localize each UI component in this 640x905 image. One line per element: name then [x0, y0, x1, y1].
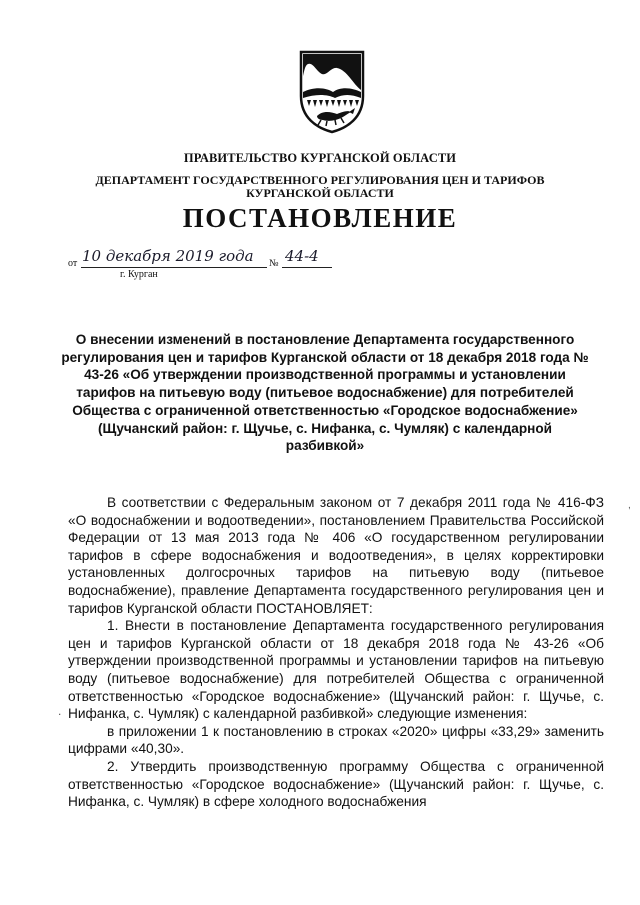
item-1-change-paragraph: в приложении 1 к постановлению в строках «2020» цифры «33,29» заменить цифрами «40,30».: [68, 723, 604, 757]
scan-mark: ,: [628, 500, 631, 511]
date-handwritten: 10 декабря 2019 года: [82, 247, 254, 265]
date-from-label: от: [68, 258, 78, 269]
department-name-line2: КУРГАНСКОЙ ОБЛАСТИ: [246, 186, 394, 200]
government-name: ПРАВИТЕЛЬСТВО КУРГАНСКОЙ ОБЛАСТИ: [183, 151, 457, 165]
date-underline: [81, 267, 267, 268]
scan-mark: .: [58, 704, 62, 718]
item-2-paragraph: 2. Утвердить производственную программу Общества с ограниченной ответственностью «Городское водоснабжение» (Щучанский район: г. Щучье, с. Нифанка, с. Чумляк) в сфере холодного водоснабжения: [68, 758, 604, 810]
dateline: [68, 247, 348, 287]
department-name: [0, 174, 640, 200]
document-heading: О внесении изменений в постановление Департамента государственного регулирования цен и тарифов Курганской области от 18 декабря 2018 года № 43-26 «Об утверждении производственной программы и установлении тарифов на питьевую воду (питьевое водоснабжение) для потребителей Общества с ограниченной ответственностью «Городское водоснабжение» (Щучанский район: г. Щучье, с. Нифанка, с. Чумляк) с календарной разбивкой»: [61, 332, 589, 454]
coat-of-arms-icon: [297, 50, 367, 134]
place-label: г. Курган: [120, 269, 158, 280]
number-label: №: [269, 258, 279, 269]
number-underline: [282, 267, 332, 268]
item-1-paragraph: 1. Внести в постановление Департамента государственного регулирования цен и тарифов Курганской области от 18 декабря 2018 года № 43-26 «Об утверждении производственной программы и установлении тарифов на питьевую воду (питьевое водоснабжение) для потребителей Общества с ограниченной ответственностью «Городское водоснабжение» (Щучанский район: г. Щучье, с. Нифанка, с. Чумляк) с календарной разбивкой» следующие изменения:: [68, 618, 604, 722]
department-name-line1: ДЕПАРТАМЕНТ ГОСУДАРСТВЕННОГО РЕГУЛИРОВАНИЯ ЦЕН И ТАРИФОВ: [95, 173, 545, 187]
document-body: [68, 494, 604, 810]
number-handwritten: 44-4: [285, 247, 319, 265]
document-type-title: ПОСТАНОВЛЕНИЕ: [182, 203, 458, 233]
preamble-paragraph: В соответствии с Федеральным законом от 7 декабря 2011 года № 416-ФЗ «О водоснабжении и водоотведении», постановлением Правительства Российской Федерации от 13 мая 2013 года № 406 «О государственном регулировании тарифов в сфере водоснабжения и водоотведения», в целях корректировки установленных долгосрочных тарифов на питьевую воду (питьевое водоснабжение), правление Департамента государственного регулирования цен и тарифов Курганской области ПОСТАНОВЛЯЕТ:: [68, 495, 604, 616]
